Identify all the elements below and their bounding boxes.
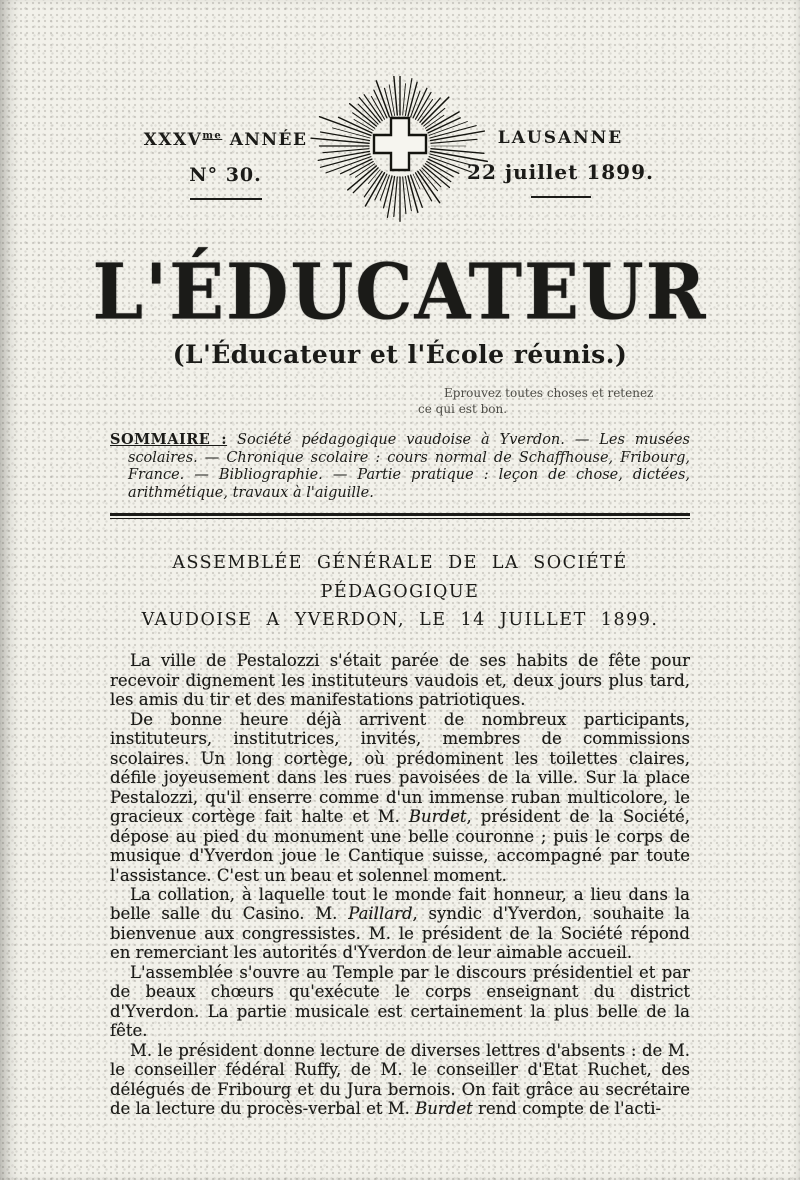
issue-number-rule — [190, 198, 262, 200]
motto-line1: Eprouvez toutes choses et retenez — [444, 385, 654, 400]
article-heading-line2: VAUDOISE A YVERDON, LE 14 JUILLET 1899. — [141, 610, 659, 631]
city-label: LAUSANNE — [497, 128, 624, 148]
paragraph: La collation, à laquelle tout le monde fait honneur, a lieu dans la belle salle du Casino. M. Paillard, syndic d'Yverdon, souhaite la bienvenue aux congressistes. M. le président de la Société répond en remerciant les autorités d'Yverdon de leur aimable accueil. — [110, 884, 690, 963]
double-rule-divider — [110, 513, 690, 519]
article-body — [110, 651, 690, 1118]
paragraph: La ville de Pestalozzi s'était parée de ses habits de fête pour recevoir dignement les instituteurs vaudois et, deux jours plus tard, les amis du tir et des manifestations patriotiques. — [110, 651, 690, 710]
journal-title: L'ÉDUCATEUR — [92, 246, 708, 337]
paragraph: De bonne heure déjà arrivent de nombreux participants, instituteurs, institutrices, invités, membres de commissions scolaires. Un long cortège, où prédominent les toilettes claires, défile joyeusement dans les rues pavoisées de la ville. Sur la place Pestalozzi, qu'il enserre comme d'un immense ruban multicolore, le gracieux cortège fait halte et M. Burdet, président de la Société, dépose au pied du monument une belle couronne ; puis le corps de musique d'Yverdon joue le Cantique suisse, accompagné par toute l'assistance. C'est un beau et solennel moment. — [110, 709, 690, 885]
issue-date-rule — [531, 196, 591, 198]
sommaire-label: SOMMAIRE : — [110, 430, 228, 448]
sommaire-text: Société pédagogique vaudoise à Yverdon. — Les musées scolaires. — Chronique scolaire : cours normal de Schaffhouse, Fribourg, France. — Bibliographie. — Partie pratique : leçon de chose, dictées, arithmétique, travaux à l'aiguille. — [128, 431, 690, 502]
masthead — [0, 88, 800, 238]
motto-line2: ce qui est bon. — [418, 401, 508, 416]
article-heading-line1: ASSEMBLÉE GÉNÉRALE DE LA SOCIÉTÉ PÉDAGOGIQUE — [172, 552, 628, 602]
content-column — [110, 385, 690, 1119]
paragraph: L'assemblée s'ouvre au Temple par le discours présidentiel et par de beaux chœurs qu'exécute le corps enseignant du district d'Yverdon. La partie musicale est certainement la plus belle de la fête. — [110, 962, 690, 1041]
issue-number: N° 30. — [189, 164, 262, 186]
journal-subtitle: (L'Éducateur et l'École réunis.) — [172, 339, 628, 369]
masthead-right — [458, 128, 663, 198]
article-heading — [110, 549, 690, 636]
paragraph: M. le président donne lecture de diverses lettres d'absents : de M. le conseiller fédéral Ruffy, de M. le conseiller d'Etat Ruchet, des délégués de Fribourg et du Jura bernois. On fait grâce au secrétaire de la lecture du procès-verbal et M. Burdet rend compte de l'acti- — [110, 1040, 690, 1119]
issue-date: 22 juillet 1899. — [467, 160, 654, 184]
motto — [418, 385, 668, 417]
masthead-left — [128, 130, 323, 200]
sommaire — [110, 431, 690, 503]
volume-year-label: $XXXV^{me}$ ANNÉE — [143, 130, 308, 150]
